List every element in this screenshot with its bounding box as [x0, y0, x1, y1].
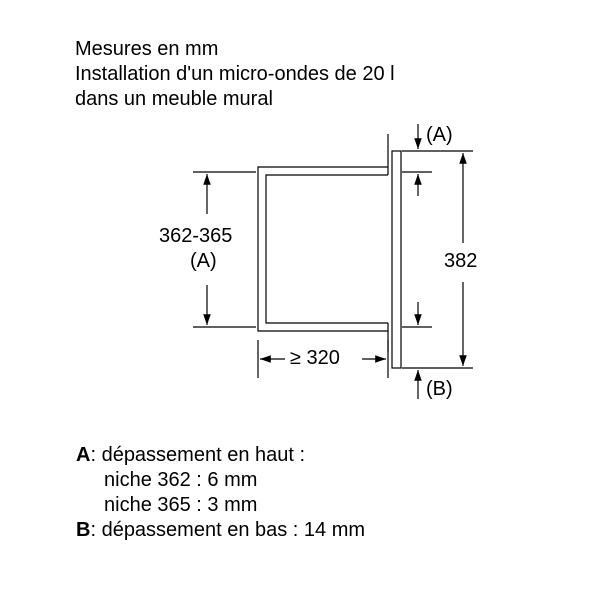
legend: [76, 443, 365, 543]
legend-a-row: [76, 443, 365, 468]
legend-b-row: [76, 518, 365, 543]
overhang-a-dimension: [402, 124, 432, 327]
title-line-1: Mesures en mm: [75, 38, 219, 60]
appliance-front: [392, 151, 401, 368]
legend-a-text: : dépassement en haut :: [90, 444, 306, 466]
top-overhang-label: (A): [426, 124, 453, 146]
total-height-label: 382: [444, 250, 478, 272]
legend-a-key: A: [76, 444, 91, 466]
cabinet-niche: [258, 134, 388, 352]
height-ref-label: (A): [190, 250, 217, 272]
legend-b-text: : dépassement en bas : 14 mm: [90, 519, 366, 541]
legend-a-line-2: niche 362 : 6 mm: [104, 469, 258, 491]
bottom-overhang-label: (B): [426, 378, 453, 400]
legend-b-key: B: [76, 519, 91, 541]
height-range-label: 362-365: [159, 225, 233, 247]
title-line-3: dans un meuble mural: [75, 88, 273, 110]
depth-label: ≥ 320: [290, 347, 340, 369]
legend-a-line-3: niche 365 : 3 mm: [104, 494, 258, 516]
title-line-2: Installation d'un micro-ondes de 20 l: [75, 63, 395, 85]
